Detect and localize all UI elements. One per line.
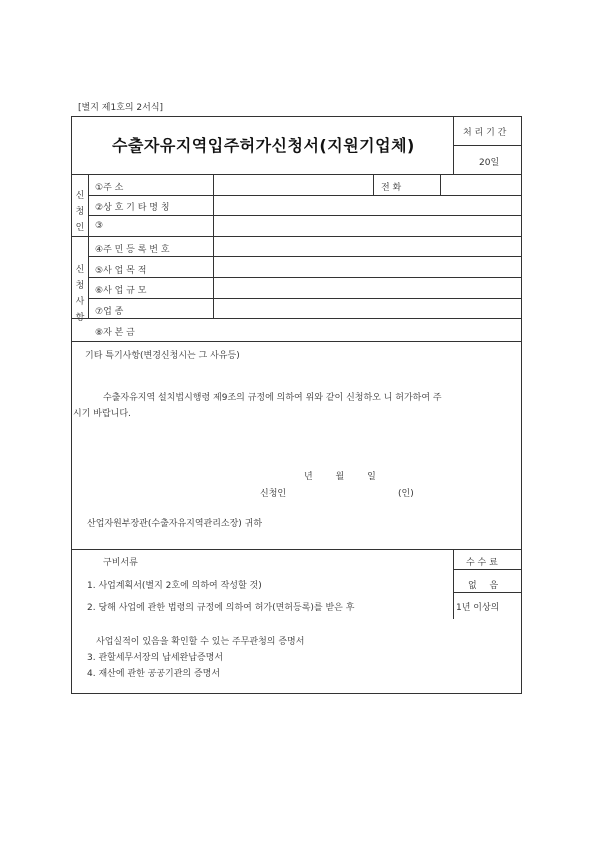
document-item-3: 3. 관할세무서장의 납세완납증명서 bbox=[87, 653, 224, 663]
processing-period-value: 20일 bbox=[479, 158, 500, 168]
documents-header: 구비서류 bbox=[103, 558, 138, 568]
applicant-signature-label: 신청인 bbox=[260, 489, 287, 499]
field-resident-number-label: ④주 민 등 록 번 호 bbox=[95, 245, 170, 255]
field-industry-label: ⑦업 종 bbox=[95, 307, 124, 317]
document-item-2-tail: 1년 이상의 bbox=[456, 603, 500, 613]
document-item-2-cont: 사업실적이 있음을 확인할 수 있는 주무관청의 증명서 bbox=[96, 637, 305, 647]
form-title: 수출자유지역입주허가신청서(지원기업체) bbox=[112, 136, 415, 155]
fee-label: 수 수 료 bbox=[466, 558, 498, 568]
applicant-section-label: 신 청 인 bbox=[75, 191, 85, 233]
field-business-scale-label: ⑥사 업 규 모 bbox=[95, 286, 147, 296]
processing-period-label: 처 리 기 간 bbox=[463, 128, 507, 138]
special-notes-label: 기타 특기사항(변경신청시는 그 사유등) bbox=[85, 351, 240, 361]
seal-mark: (인) bbox=[398, 489, 414, 499]
field-3-label: ③ bbox=[95, 221, 104, 231]
form-reference: [별지 제1호의 2서식] bbox=[78, 103, 164, 113]
application-statement-line1: 수출자유지역 설치법시행령 제9조의 규정에 의하여 위와 같이 신청하오 니 허가하여 주 bbox=[103, 393, 442, 403]
document-item-1: 1. 사업계획서(별지 2호에 의하여 작성할 것) bbox=[87, 581, 262, 591]
document-item-4: 4. 재산에 관한 공공기관의 증명서 bbox=[87, 669, 221, 679]
application-statement-line2: 시기 바랍니다. bbox=[73, 409, 131, 419]
fee-value: 없 음 bbox=[468, 581, 499, 591]
addressee: 산업자원부장관(수출자유지역관리소장) 귀하 bbox=[87, 519, 263, 529]
field-phone-label: 전 화 bbox=[381, 183, 402, 193]
field-address-label: ①주 소 bbox=[95, 183, 124, 193]
document-item-2: 2. 당해 사업에 관한 법령의 규정에 의하여 허가(면허등록)를 받은 후 bbox=[87, 603, 355, 613]
field-capital-label: ⑧자 본 금 bbox=[95, 328, 135, 338]
field-company-name-label: ②상 호 기 타 명 칭 bbox=[95, 203, 170, 213]
application-matters-label: 신 청 사 항 bbox=[75, 265, 85, 323]
date-line: 년 월 일 bbox=[304, 472, 376, 482]
field-business-purpose-label: ⑤사 업 목 적 bbox=[95, 266, 147, 276]
